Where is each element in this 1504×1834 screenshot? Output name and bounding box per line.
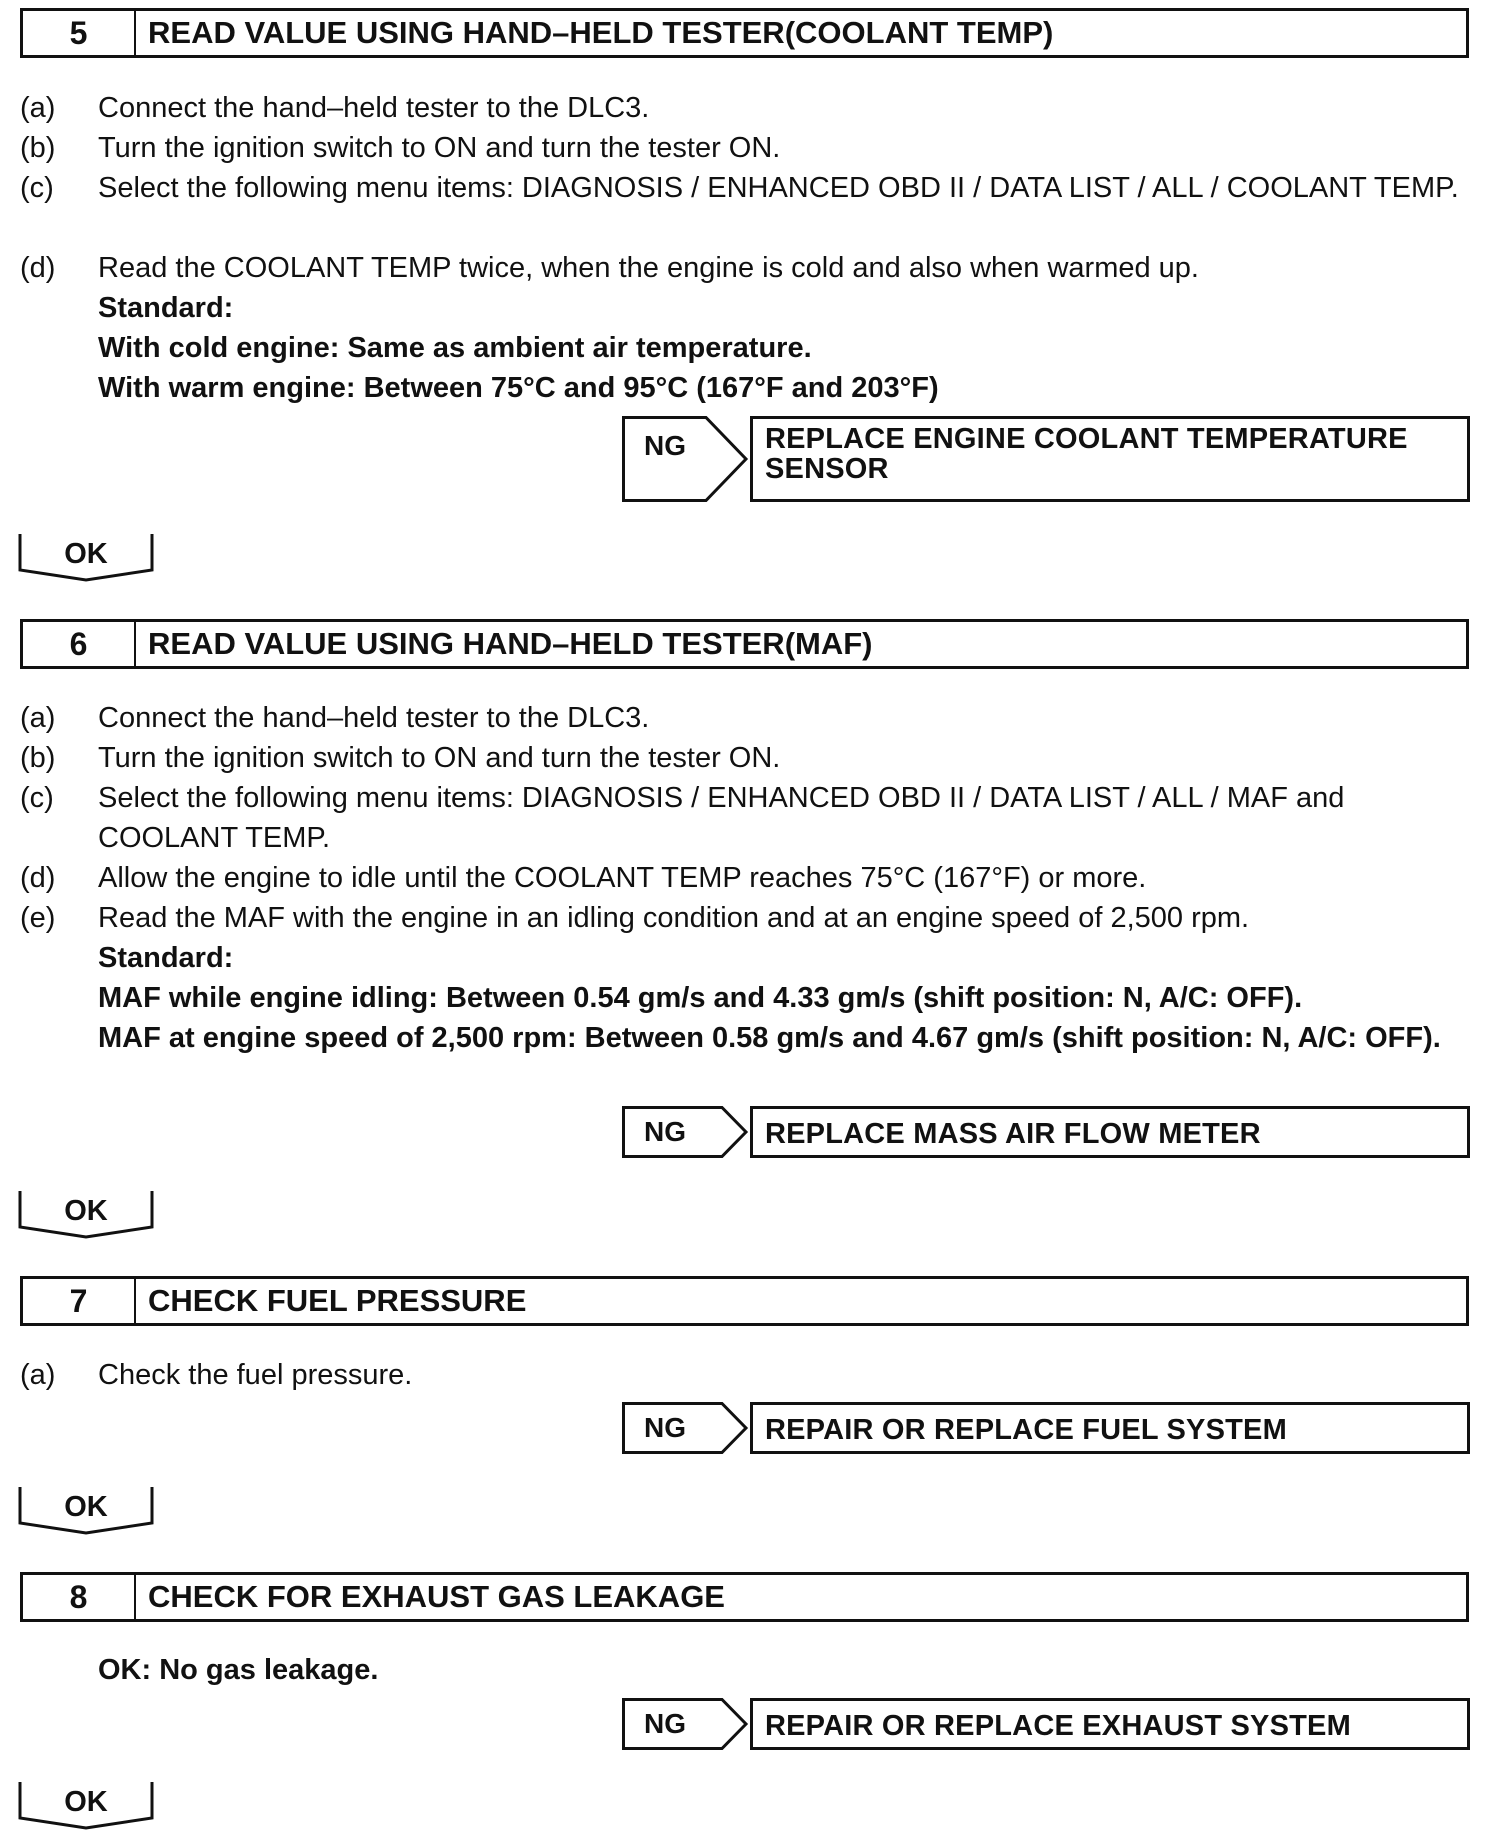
ng-label: NG bbox=[644, 1412, 686, 1443]
step-7-ng-branch bbox=[622, 1402, 1470, 1454]
ng-arrow-icon bbox=[622, 1402, 752, 1454]
ok-label: OK bbox=[64, 1195, 108, 1227]
item-label: (e) bbox=[20, 902, 56, 934]
ng-label: NG bbox=[644, 1116, 686, 1147]
item-label: (a) bbox=[20, 92, 56, 124]
item-text: Select the following menu items: DIAGNOSIS / ENHANCED OBD II / DATA LIST / ALL / MAF and COOLANT TEMP. bbox=[98, 782, 1345, 854]
ok-label: OK bbox=[64, 1786, 108, 1818]
step-7-ok-tag bbox=[18, 1487, 158, 1535]
ok-label: OK bbox=[64, 1491, 108, 1523]
step-7-header bbox=[20, 1276, 1469, 1326]
step-number: 6 bbox=[23, 622, 136, 666]
step-title: CHECK FOR EXHAUST GAS LEAKAGE bbox=[148, 1579, 725, 1614]
ng-action-box: REPAIR OR REPLACE EXHAUST SYSTEM bbox=[750, 1698, 1470, 1750]
ng-arrow-icon bbox=[622, 1698, 752, 1750]
step-6-header bbox=[20, 619, 1469, 669]
ng-action-box: REPLACE MASS AIR FLOW METER bbox=[750, 1106, 1470, 1158]
standard-heading: Standard: bbox=[98, 292, 234, 324]
standard-maf-2500: MAF at engine speed of 2,500 rpm: Between 0.58 gm/s and 4.67 gm/s (shift position: N, A/C: OFF). bbox=[98, 1022, 1441, 1054]
item-label: (c) bbox=[20, 172, 54, 204]
item-text: Check the fuel pressure. bbox=[98, 1359, 413, 1391]
ok-label: OK bbox=[64, 538, 108, 570]
standard-maf-idle: MAF while engine idling: Between 0.54 gm/s and 4.33 gm/s (shift position: N, A/C: OFF). bbox=[98, 982, 1303, 1014]
ng-arrow-icon bbox=[622, 1106, 752, 1158]
item-label: (a) bbox=[20, 702, 56, 734]
step-number: 5 bbox=[23, 11, 136, 55]
item-label: (d) bbox=[20, 252, 56, 284]
step-8-ok-tag bbox=[18, 1782, 158, 1830]
standard-heading: Standard: bbox=[98, 942, 234, 974]
item-text: Connect the hand–held tester to the DLC3. bbox=[98, 92, 650, 124]
step-5-ng-branch bbox=[622, 416, 1470, 502]
item-text: Connect the hand–held tester to the DLC3. bbox=[98, 702, 650, 734]
step-6-ok-tag bbox=[18, 1191, 158, 1239]
step-number: 7 bbox=[23, 1279, 136, 1323]
item-text: Select the following menu items: DIAGNOSIS / ENHANCED OBD II / DATA LIST / ALL / COOLANT TEMP. bbox=[98, 172, 1459, 204]
item-label: (d) bbox=[20, 862, 56, 894]
step-8-ng-branch bbox=[622, 1698, 1470, 1750]
ng-action-box: REPLACE ENGINE COOLANT TEMPERATURE SENSOR bbox=[750, 416, 1470, 502]
step-6-ng-branch bbox=[622, 1106, 1470, 1158]
item-text: Read the COOLANT TEMP twice, when the engine is cold and also when warmed up. bbox=[98, 252, 1199, 284]
item-text: Read the MAF with the engine in an idling condition and at an engine speed of 2,500 rpm. bbox=[98, 902, 1250, 934]
item-text: Turn the ignition switch to ON and turn the tester ON. bbox=[98, 132, 781, 164]
ng-label: NG bbox=[644, 1708, 686, 1739]
ng-arrow-icon bbox=[622, 416, 752, 502]
step-title: READ VALUE USING HAND–HELD TESTER(MAF) bbox=[148, 626, 873, 661]
standard-warm-engine: With warm engine: Between 75°C and 95°C (167°F and 203°F) bbox=[98, 372, 939, 404]
ng-label: NG bbox=[644, 430, 686, 461]
item-label: (a) bbox=[20, 1359, 56, 1391]
item-label: (b) bbox=[20, 132, 56, 164]
item-text: Allow the engine to idle until the COOLANT TEMP reaches 75°C (167°F) or more. bbox=[98, 862, 1147, 894]
item-text: Turn the ignition switch to ON and turn the tester ON. bbox=[98, 742, 781, 774]
item-label: (b) bbox=[20, 742, 56, 774]
step-number: 8 bbox=[23, 1575, 136, 1619]
step-5-header bbox=[20, 8, 1469, 58]
step-8-header bbox=[20, 1572, 1469, 1622]
step-title: READ VALUE USING HAND–HELD TESTER(COOLANT TEMP) bbox=[148, 15, 1054, 50]
standard-cold-engine: With cold engine: Same as ambient air temperature. bbox=[98, 332, 812, 364]
step-5-ok-tag bbox=[18, 534, 158, 582]
step-title: CHECK FUEL PRESSURE bbox=[148, 1283, 527, 1318]
ng-action-box: REPAIR OR REPLACE FUEL SYSTEM bbox=[750, 1402, 1470, 1454]
item-label: (c) bbox=[20, 782, 54, 814]
ok-condition: OK: No gas leakage. bbox=[98, 1654, 379, 1686]
